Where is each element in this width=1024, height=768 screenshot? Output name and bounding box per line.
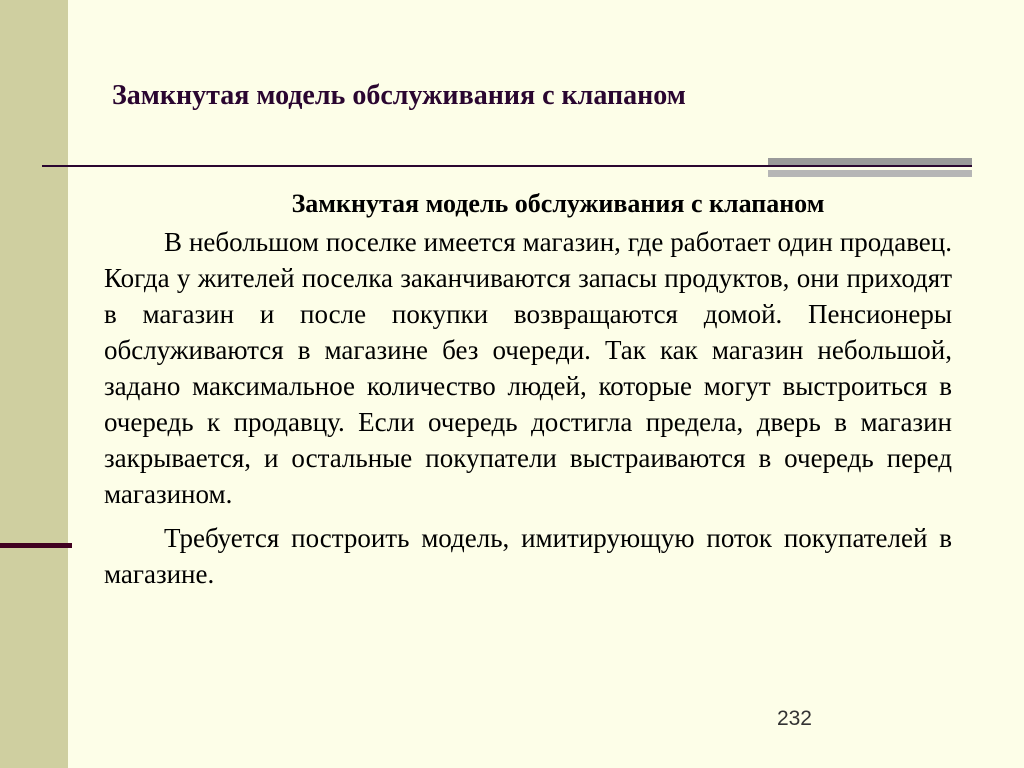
side-bar-marker (0, 543, 72, 548)
body-paragraph-description: В небольшом поселке имеется магазин, где работает один продавец. Когда у жителей поселка заканчиваются запасы продуктов, они приходят в магазин и после покупки возвращаются домой. Пенсионеры обслуживаются в магазине без очереди. Так как магазин небольшой, задано максимальное количество людей, которые могут выстроиться в очередь к продавцу. Если очередь достигла предела, дверь в магазин закрывается, и остальные покупатели выстраиваются в очередь перед магазином. (104, 227, 952, 509)
slide-title: Замкнутая модель обслуживания с клапаном (112, 80, 686, 111)
slide-body (104, 184, 952, 592)
body-subheading: Замкнутая модель обслуживания с клапаном (291, 189, 825, 218)
left-side-bar (0, 0, 68, 768)
page-number: 232 (776, 707, 812, 730)
title-divider (42, 165, 972, 167)
body-paragraph-task: Требуется построить модель, имитирующую поток покупателей в магазине. (104, 523, 952, 589)
divider-accent-bar (768, 158, 972, 165)
divider-accent-bar (768, 170, 972, 177)
